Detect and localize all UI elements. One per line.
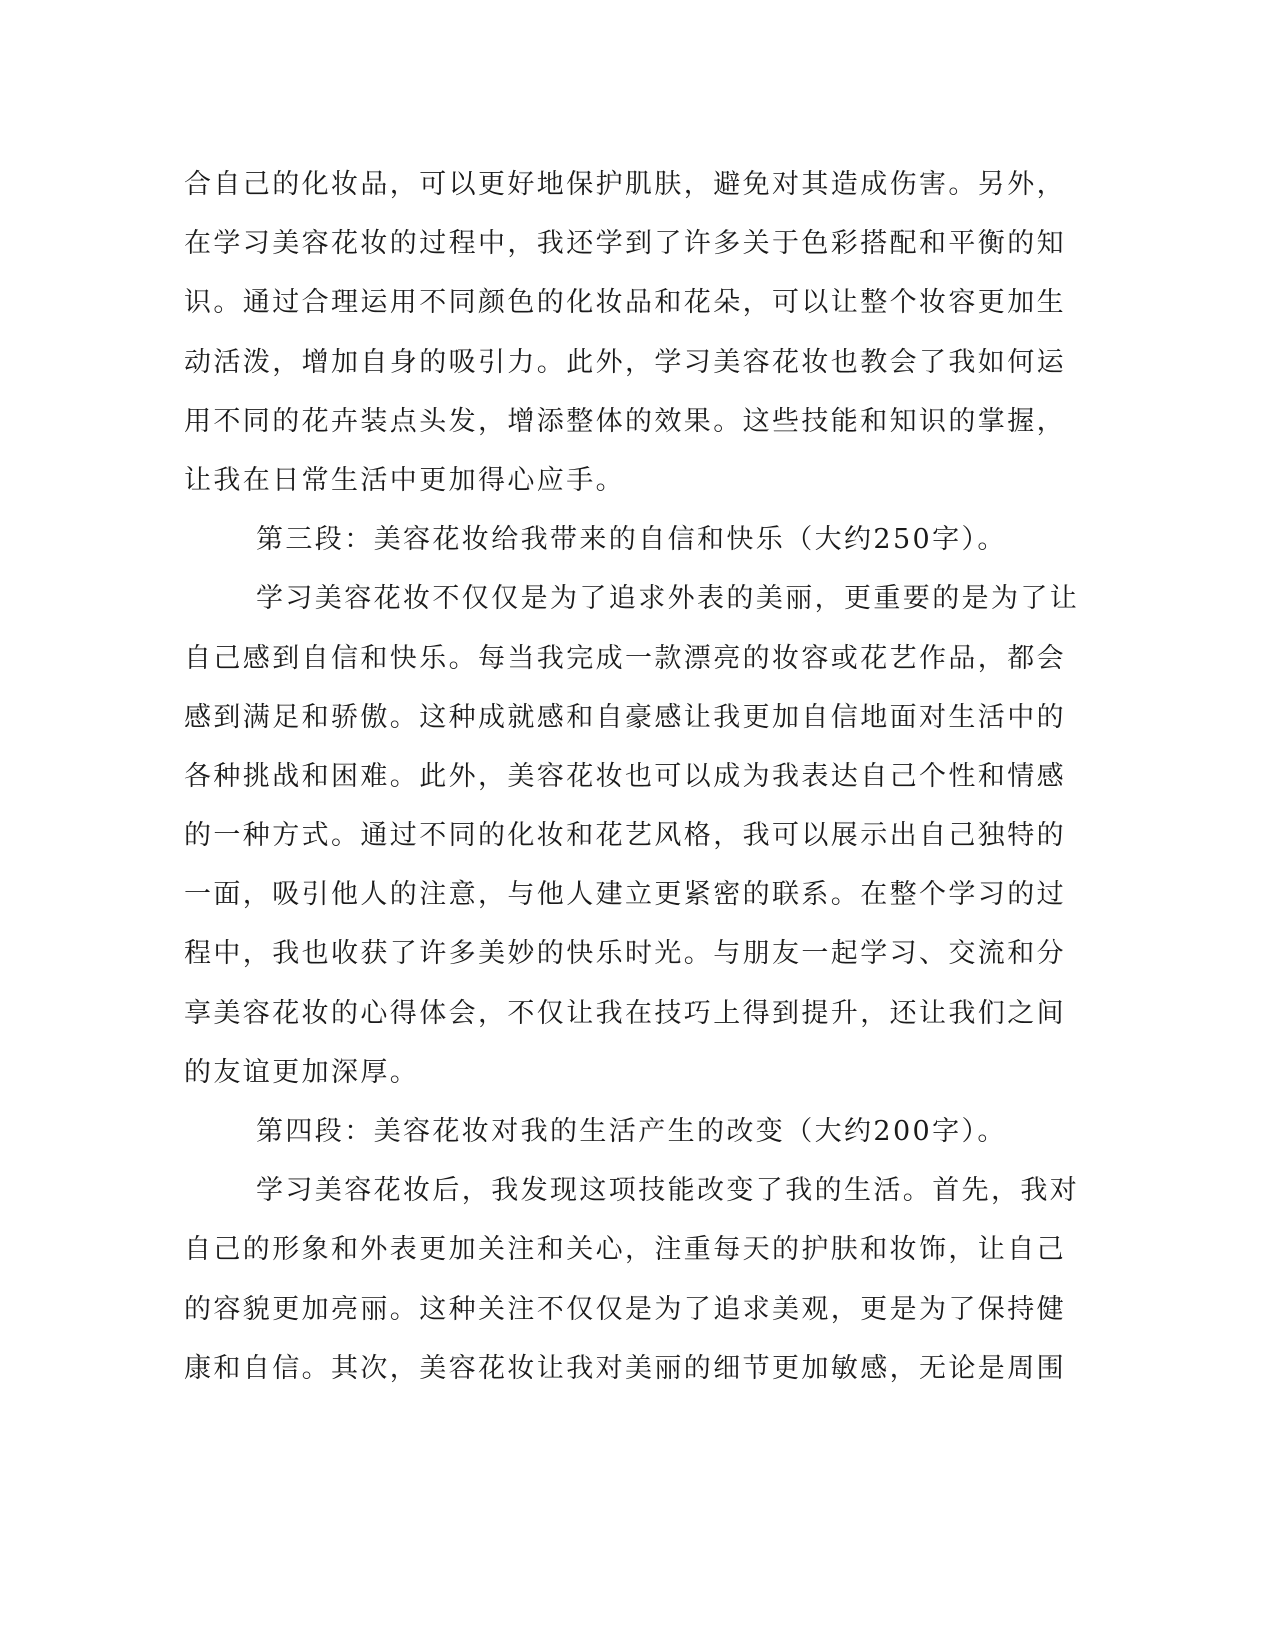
text-line: 识。通过合理运用不同颜色的化妆品和花朵，可以让整个妆容更加生 (184, 287, 1066, 319)
text-line: 用不同的花卉装点头发，增添整体的效果。这些技能和知识的掌握， (184, 405, 1066, 437)
paragraph-start: 学习美容花妆后，我发现这项技能改变了我的生活。首先，我对 (256, 1175, 1080, 1207)
text-line: 自己的形象和外表更加关注和关心，注重每天的护肤和妆饰，让自己 (184, 1234, 1066, 1266)
text-line: 让我在日常生活中更加得心应手。 (184, 464, 625, 496)
section-heading-3: 第三段：美容花妆给我带来的自信和快乐（大约250字）。 (256, 524, 1007, 556)
text-line: 享美容花妆的心得体会，不仅让我在技巧上得到提升，还让我们之间 (184, 997, 1066, 1029)
text-line: 自己感到自信和快乐。每当我完成一款漂亮的妆容或花艺作品，都会 (184, 642, 1066, 674)
text-line: 的友谊更加深厚。 (184, 1056, 420, 1088)
text-line: 动活泼，增加自身的吸引力。此外，学习美容花妆也教会了我如何运 (184, 346, 1066, 378)
text-line: 在学习美容花妆的过程中，我还学到了许多关于色彩搭配和平衡的知 (184, 228, 1066, 260)
text-line: 感到满足和骄傲。这种成就感和自豪感让我更加自信地面对生活中的 (184, 701, 1066, 733)
text-line: 康和自信。其次，美容花妆让我对美丽的细节更加敏感，无论是周围 (184, 1352, 1066, 1384)
text-line: 程中，我也收获了许多美妙的快乐时光。与朋友一起学习、交流和分 (184, 938, 1066, 970)
body-text (184, 155, 1080, 1398)
paragraph-start: 学习美容花妆不仅仅是为了追求外表的美丽，更重要的是为了让 (256, 583, 1080, 615)
text-line: 合自己的化妆品，可以更好地保护肌肤，避免对其造成伤害。另外， (184, 169, 1066, 200)
text-line: 一面，吸引他人的注意，与他人建立更紧密的联系。在整个学习的过 (184, 879, 1066, 911)
text-line: 的容貌更加亮丽。这种关注不仅仅是为了追求美观，更是为了保持健 (184, 1293, 1066, 1325)
section-heading-4: 第四段：美容花妆对我的生活产生的改变（大约200字）。 (256, 1116, 1007, 1147)
text-line: 各种挑战和困难。此外，美容花妆也可以成为我表达自己个性和情感 (184, 760, 1066, 792)
text-line: 的一种方式。通过不同的化妆和花艺风格，我可以展示出自己独特的 (184, 820, 1066, 852)
